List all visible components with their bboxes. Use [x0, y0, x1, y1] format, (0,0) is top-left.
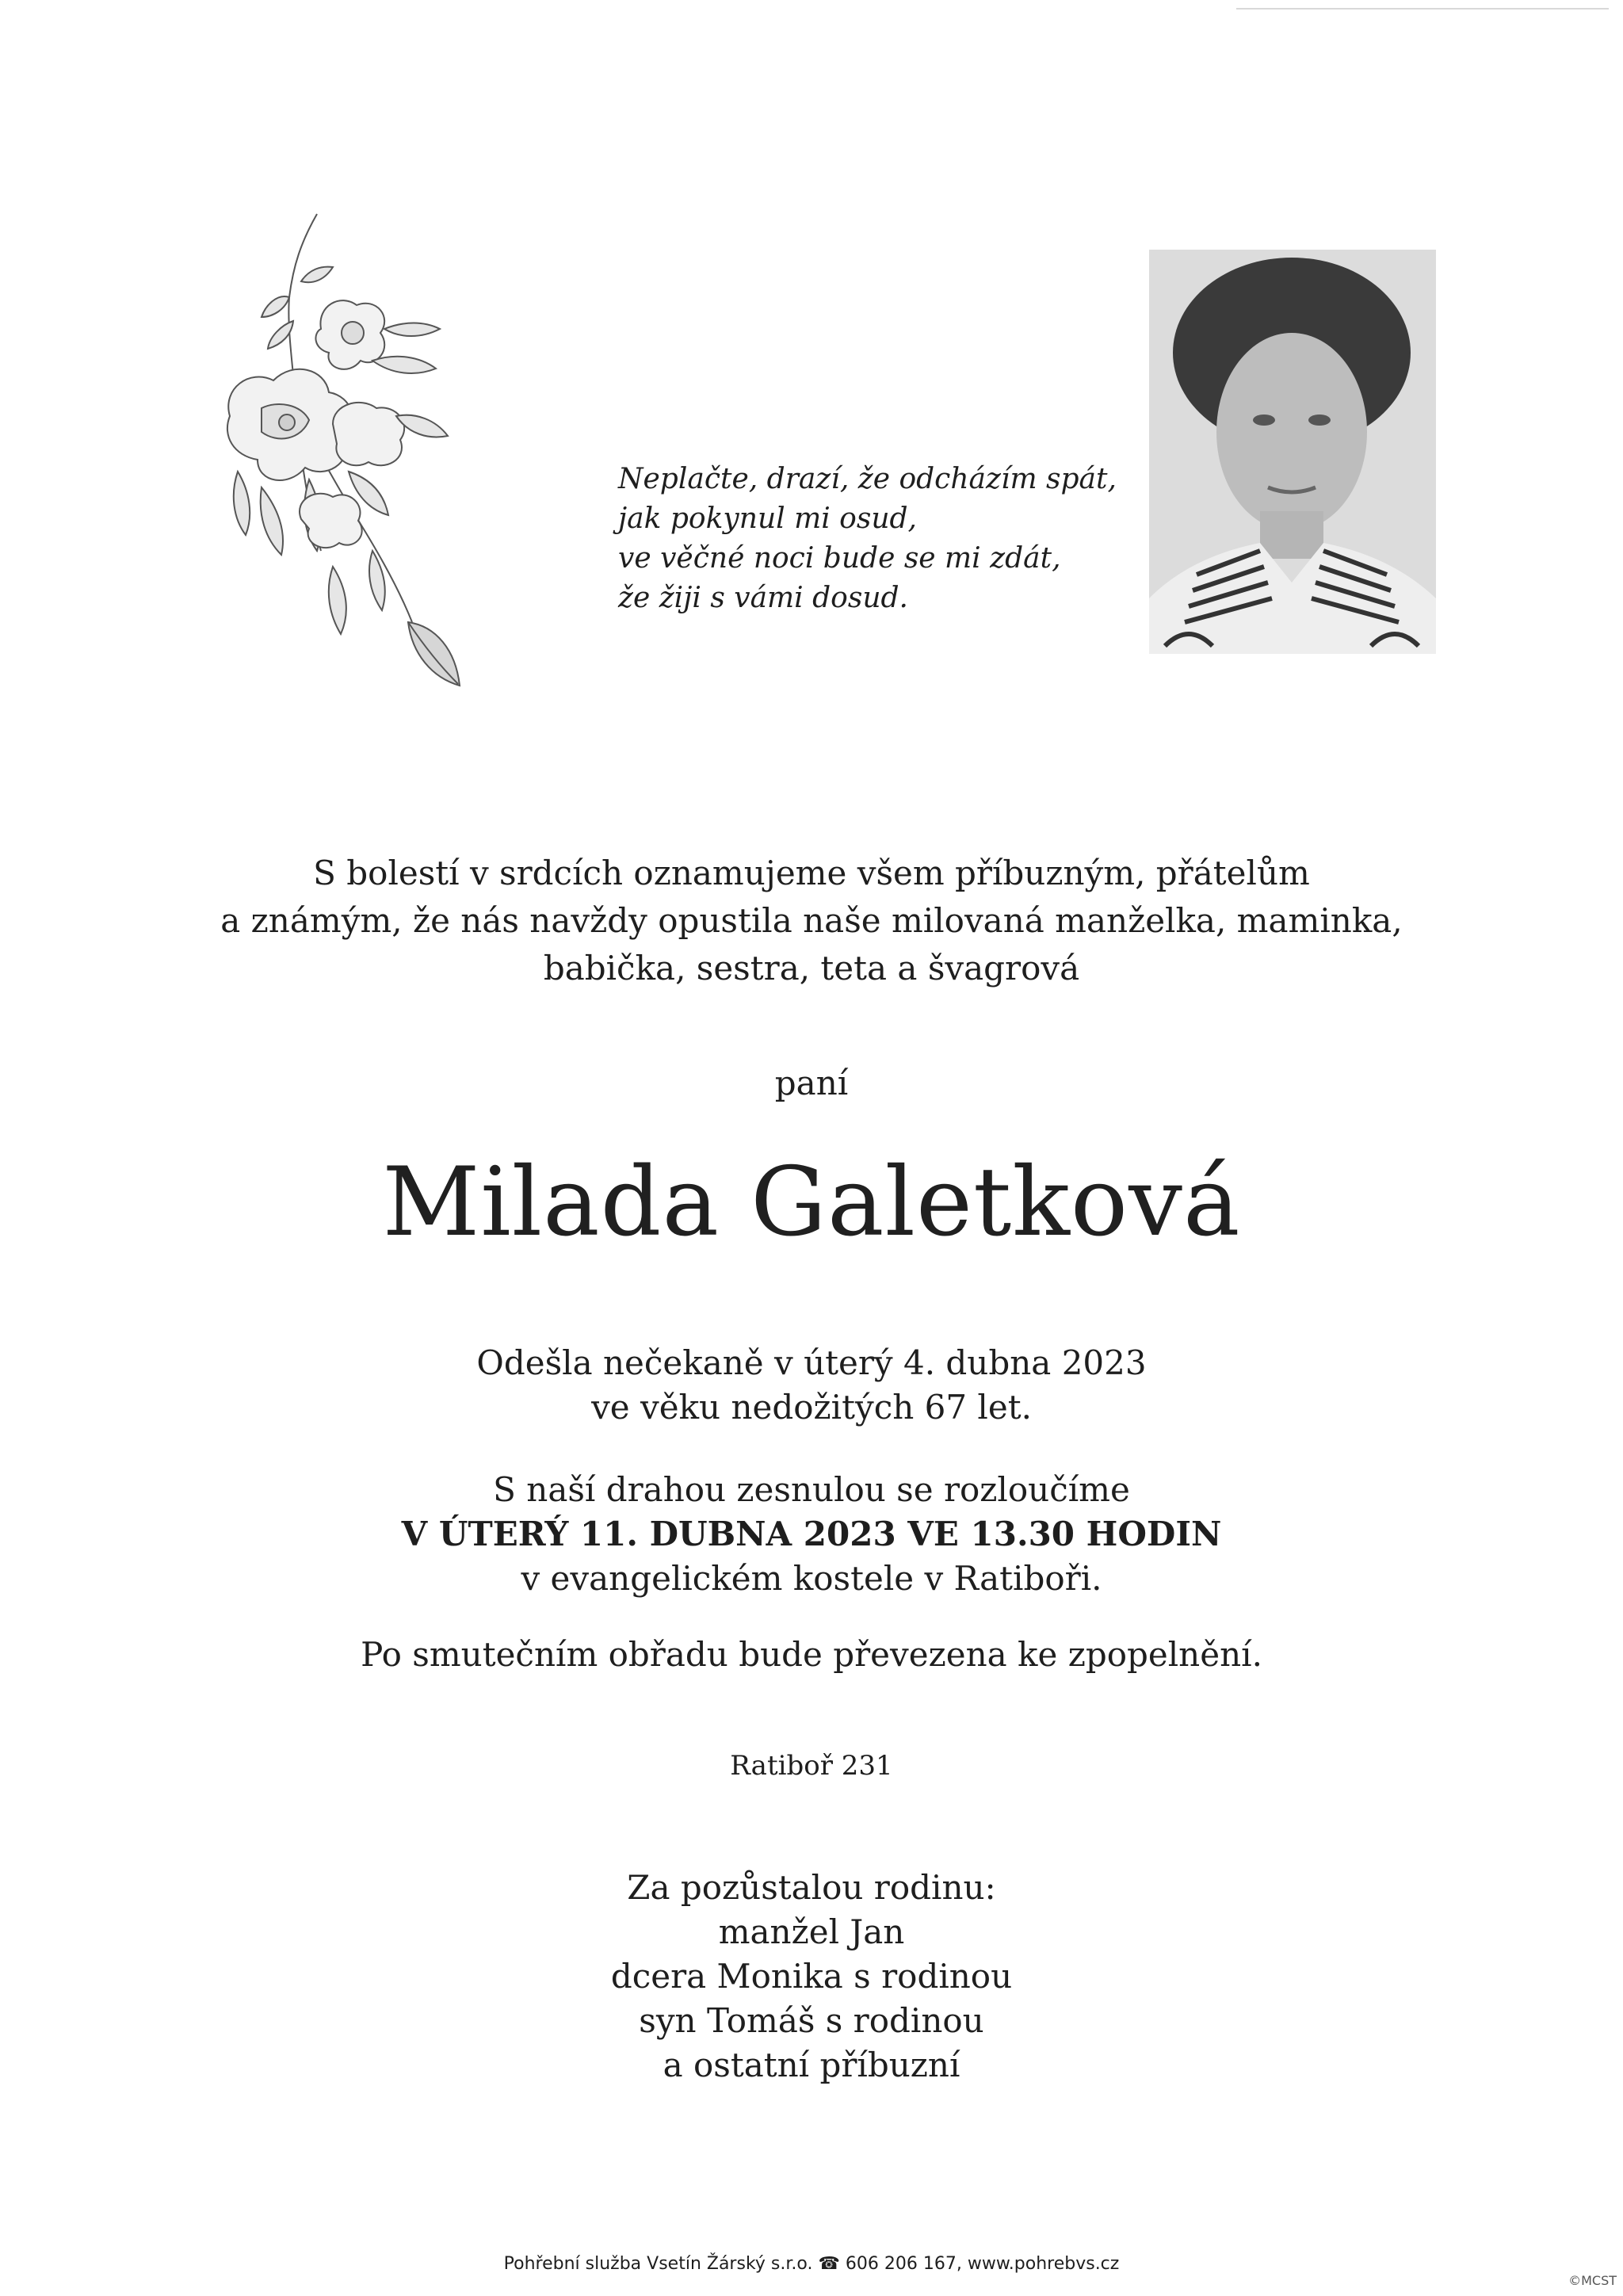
footer-phone: 606 206 167 [845, 2254, 957, 2274]
flower-ornament-icon [214, 210, 531, 709]
death-info-line: ve věku nedožitých 67 let. [591, 1388, 1032, 1427]
farewell-info [0, 1468, 1623, 1601]
family-line: dcera Monika s rodinou [610, 1957, 1013, 1996]
portrait-photo [1149, 250, 1436, 654]
farewell-intro: S naší drahou zesnulou se rozloučíme [493, 1470, 1130, 1509]
announcement-line: babička, sestra, teta a švagrová [543, 949, 1080, 988]
memorial-verse [618, 460, 1141, 618]
footer-separator: , [956, 2254, 968, 2274]
farewell-place: v evangelickém kostele v Ratiboři. [521, 1559, 1102, 1598]
announcement-line: a známým, že nás navždy opustila naše milovaná manželka, maminka, [220, 901, 1403, 940]
copyright-mark: ©MCST [1568, 2273, 1617, 2288]
family-line: Za pozůstalou rodinu: [627, 1868, 996, 1907]
honorific: paní [774, 1064, 849, 1102]
deceased-name: Milada Galetková [382, 1148, 1241, 1258]
verse-line: jak pokynul mi osud, [618, 502, 917, 535]
funeral-service-footer [0, 2252, 1623, 2276]
death-info [0, 1341, 1623, 1430]
farewell-datetime: V ÚTERÝ 11. DUBNA 2023 VE 13.30 HODIN [401, 1515, 1222, 1553]
scan-edge-line [1236, 8, 1609, 10]
death-info-line: Odešla nečekaně v úterý 4. dubna 2023 [476, 1343, 1147, 1382]
footer-website: www.pohrebvs.cz [967, 2254, 1120, 2274]
family-line: syn Tomáš s rodinou [639, 2001, 984, 2040]
verse-line: Neplačte, drazí, že odcházím spát, [618, 463, 1117, 495]
family-line: manžel Jan [718, 1912, 905, 1951]
footer-company: Pohřební služba Vsetín Žárský s.r.o. [503, 2254, 813, 2274]
portrait-placeholder-icon [1149, 250, 1436, 654]
announcement-text [0, 850, 1623, 992]
verse-line: ve věčné noci bude se mi zdát, [618, 542, 1061, 575]
address: Ratiboř 231 [730, 1750, 893, 1782]
family-line: a ostatní příbuzní [663, 2046, 960, 2084]
cremation-note: Po smutečním obřadu bude převezena ke zpopelnění. [361, 1635, 1262, 1674]
phone-icon: ☎ [818, 2254, 840, 2274]
verse-line: že žiji s vámi dosud. [618, 582, 908, 614]
announcement-line: S bolestí v srdcích oznamujeme všem příbuzným, přátelům [313, 854, 1310, 892]
family-signature [0, 1866, 1623, 2088]
